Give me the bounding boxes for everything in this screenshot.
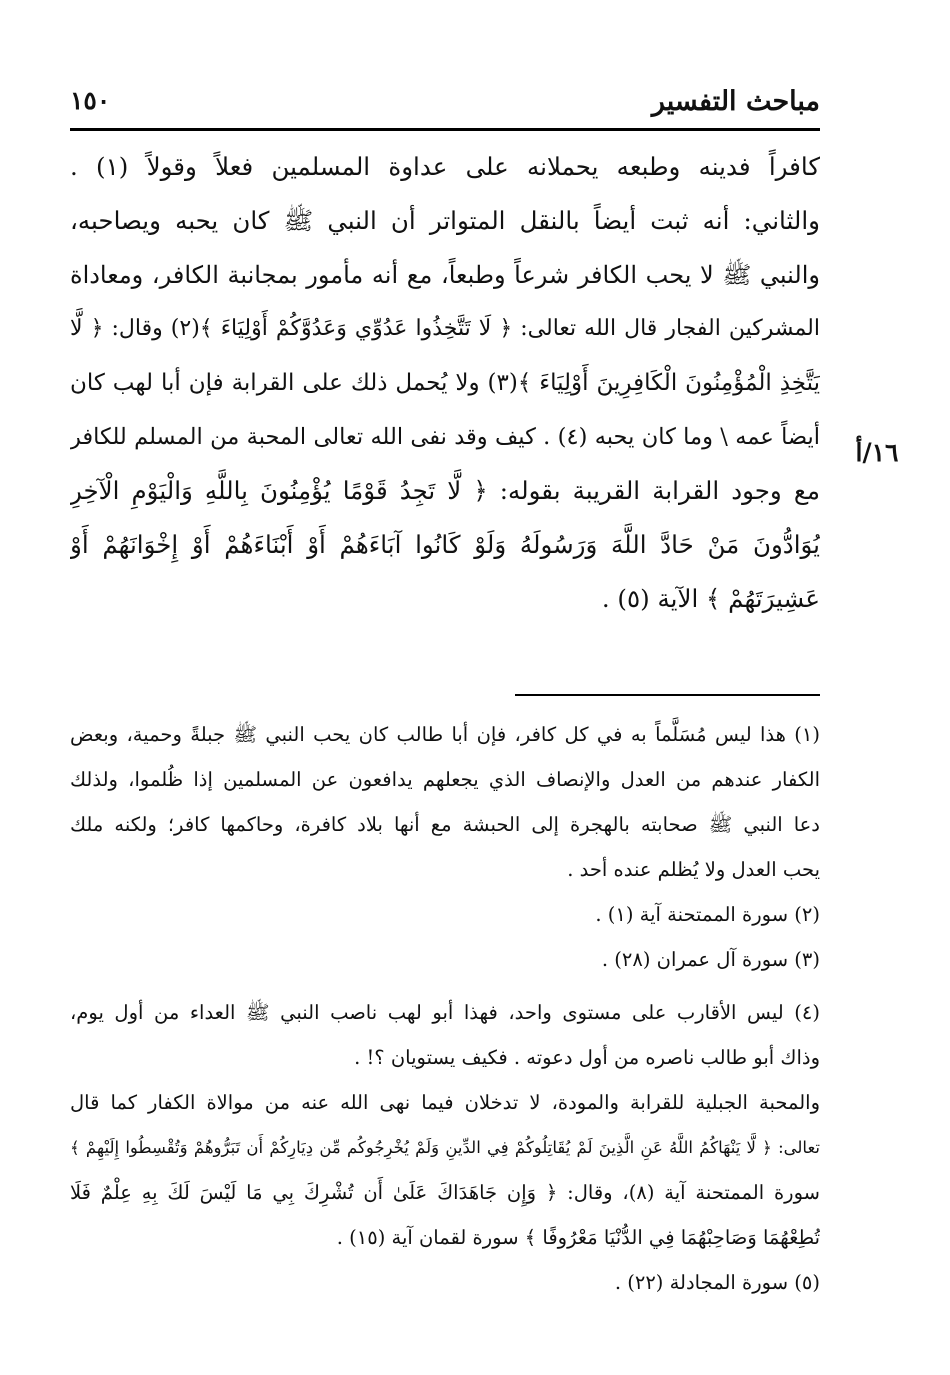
text-line: أيضاً عمه \ وما كان يحبه (٤) . كيف وقد نفى الله تعالى المحبة من المسلم للكافر bbox=[70, 424, 820, 450]
manuscript-folio-marker: ١٦/أ bbox=[855, 438, 899, 467]
text-line: المشركين الفجار قال الله تعالى: ﴿ لَا تَتَّخِذُوا عَدُوِّي وَعَدُوَّكُمْ أَوْلِيَاءَ ﴾(٢) وقال: ﴿ لَّا bbox=[70, 316, 820, 341]
running-header bbox=[70, 86, 820, 126]
footnote-line: (٥) سورة المجادلة (٢٢) . bbox=[614, 1271, 820, 1294]
text-line: مع وجود القرابة القريبة بقوله: ﴿ لَّا تَجِدُ قَوْمًا يُؤْمِنُونَ بِاللَّهِ وَالْيَوْمِ الْآخِرِ bbox=[70, 476, 820, 505]
text-line: يُوَادُّونَ مَنْ حَادَّ اللَّهَ وَرَسُولَهُ وَلَوْ كَانُوا آبَاءَهُمْ أَوْ أَبْنَاءَهُمْ أَوْ إِخْوَانَهُمْ أَوْ bbox=[70, 530, 820, 559]
footnote-line: (١) هذا ليس مُسَلَّماً به في كل كافر، فإن أبا طالب كان يحب النبي ﷺ جبلةً وحمية، وبعض bbox=[70, 723, 820, 746]
text-line: والثاني: أنه ثبت أيضاً بالنقل المتواتر أن النبي ﷺ كان يحبه ويصاحبه، bbox=[70, 206, 820, 235]
main-text bbox=[70, 140, 820, 626]
text-line: والنبي ﷺ لا يحب الكافر شرعاً وطبعاً، مع أنه مأمور بمجانبة الكافر، ومعاداة bbox=[70, 261, 820, 289]
footnotes bbox=[70, 712, 820, 1305]
footnote-line: (٣) سورة آل عمران (٢٨) . bbox=[601, 948, 820, 971]
footnote-line: تُطِعْهُمَا وَصَاحِبْهُمَا فِي الدُّنْيَا مَعْرُوفًا ﴾ سورة لقمان آية (١٥) . bbox=[336, 1226, 820, 1249]
footnote-line: دعا النبي ﷺ صحابته بالهجرة إلى الحبشة مع أنها بلاد كافرة، وحاكمها كافر؛ ولكنه ملك bbox=[70, 813, 820, 836]
text-line: كافراً فدينه وطبعه يحملانه على عداوة المسلمين فعلاً وقولاً (١) . bbox=[70, 152, 820, 181]
page-number: ١٥٠ bbox=[70, 86, 111, 115]
header-rule bbox=[70, 128, 820, 131]
footnote-line: وذاك أبو طالب ناصره من أول دعوته . فكيف يستويان ؟! . bbox=[354, 1046, 820, 1069]
footnote-separator bbox=[515, 694, 820, 696]
book-title: مباحث التفسير bbox=[651, 86, 820, 117]
footnote-line: (٤) ليس الأقارب على مستوى واحد، فهذا أبو لهب ناصب النبي ﷺ العداء من أول يوم، bbox=[70, 1001, 820, 1024]
text-line: عَشِيرَتَهُمْ ﴾ الآية (٥) . bbox=[601, 584, 820, 613]
footnote-line: (٢) سورة الممتحنة آية (١) . bbox=[595, 903, 820, 926]
footnote-line: والمحبة الجبلية للقرابة والمودة، لا تدخلان فيما نهى الله عنه من موالاة الكفار كما قال bbox=[70, 1091, 820, 1114]
footnote-line: الكفار عندهم من العدل والإنصاف الذي يجعلهم يدافعون عن المسلمين إذا ظُلموا، ولذلك bbox=[70, 768, 820, 791]
text-line: يَتَّخِذِ الْمُؤْمِنُونَ الْكَافِرِينَ أَوْلِيَاءَ ﴾(٣) ولا يُحمل ذلك على القرابة فإن أبا لهب كان bbox=[70, 370, 820, 396]
footnote-line: سورة الممتحنة آية (٨)، وقال: ﴿ وَإِن جَاهَدَاكَ عَلَىٰ أَن تُشْرِكَ بِي مَا لَيْسَ لَكَ بِهِ عِلْمٌ فَلَا bbox=[70, 1181, 820, 1204]
footnote-line: يحب العدل ولا يُظلم عنده أحد . bbox=[567, 858, 820, 881]
footnote-line: تعالى: ﴿ لَّا يَنْهَاكُمُ اللَّهُ عَنِ الَّذِينَ لَمْ يُقَاتِلُوكُمْ فِي الدِّينِ وَلَمْ يُخْرِجُوكُم مِّن دِيَارِكُمْ أَن تَبَرُّوهُمْ وَتُقْسِطُوا إِلَيْهِمْ ﴾ bbox=[70, 1138, 820, 1157]
